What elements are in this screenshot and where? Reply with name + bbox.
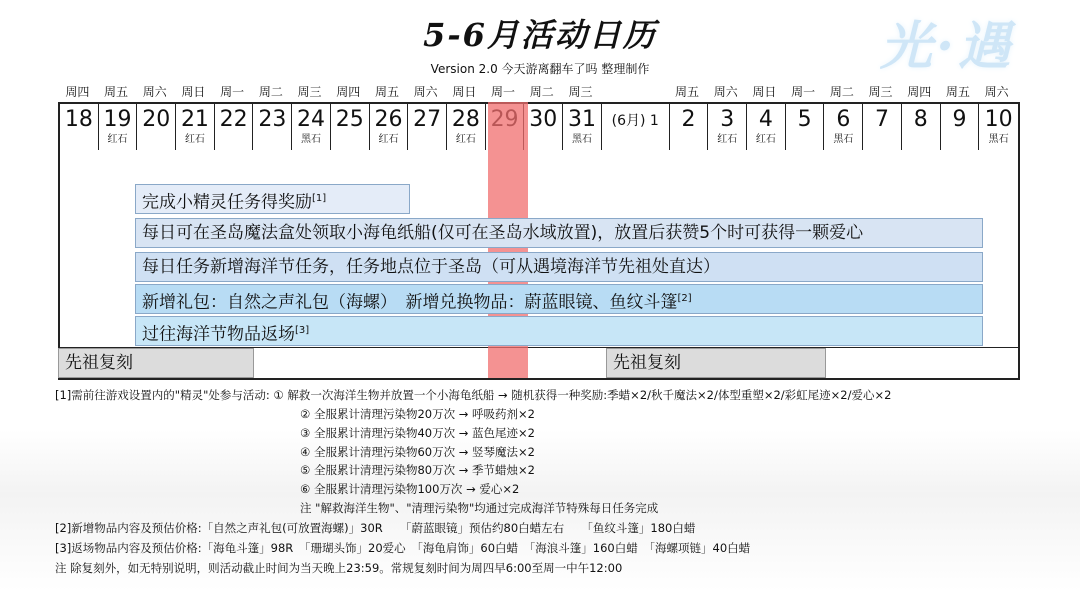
footnote-ref: [2] [677, 293, 692, 304]
date-number: 8 [913, 107, 928, 132]
date-number: 24 [297, 107, 326, 132]
weekday-label: 周一 [220, 85, 245, 99]
date-cell [99, 104, 138, 150]
date-cell [670, 104, 709, 150]
footnote-1-item: ② 全服累计清理污染物20万次 → 呼吸药剂×2 [300, 407, 535, 421]
date-cell [786, 104, 825, 150]
weekday-label: 周一 [791, 85, 816, 99]
stone-note: 黑石 [833, 134, 854, 145]
date-cell [60, 104, 99, 150]
date-number: 7 [875, 107, 890, 132]
event-bar-turtle-boat [135, 218, 983, 248]
weekday-label: 周三 [868, 85, 893, 99]
weekday-label: 周四 [336, 85, 361, 99]
footnote-1-item: ⑥ 全服累计清理污染物100万次 → 爱心×2 [300, 482, 520, 496]
footnote-1-item: ④ 全服累计清理污染物60万次 → 竖琴魔法×2 [300, 445, 535, 459]
weekday-label: 周六 [413, 85, 438, 99]
stone-note: 红石 [455, 134, 476, 145]
footnote-2: [2]新增物品内容及预估价格:「自然之声礼包(可放置海螺)」30R 「蔚蓝眼镜」预估约80白蜡左右 「鱼纹斗篷」180白蜡 [55, 521, 696, 535]
stone-note: 黑石 [301, 134, 322, 145]
event-bar-spirit-task [135, 184, 410, 214]
footnote-1-item: ⑤ 全服累计清理污染物80万次 → 季节蜡烛×2 [300, 463, 535, 477]
page-title: 5-6月活动日历 [423, 16, 657, 54]
date-cell [447, 104, 486, 150]
weekday-label: 周四 [907, 85, 932, 99]
stone-note: 红石 [184, 134, 205, 145]
date-number: 9 [952, 107, 967, 132]
event-text: 新增礼包：自然之声礼包（海螺） 新增兑换物品：蔚蓝眼镜、鱼纹斗篷 [142, 292, 678, 313]
footnote-4: 注 除复刻外，如无特别说明，则活动截止时间为当天晚上23:59。常规复刻时间为周四早6:00至周一中午12:00 [55, 561, 623, 575]
date-number: 10 [984, 107, 1013, 132]
event-text: 每日可在圣岛魔法盒处领取小海龟纸船(仅可在圣岛水域放置)，放置后获赞5个时可获得一颗爱心 [142, 223, 864, 243]
stone-note: 黑石 [988, 134, 1009, 145]
date-cell [563, 104, 602, 150]
date-number: 22 [219, 107, 248, 132]
date-number: 2 [681, 107, 696, 132]
stone-note: 黑石 [571, 134, 592, 145]
date-cell [176, 104, 215, 150]
stone-note: 红石 [378, 134, 399, 145]
date-cell [602, 104, 670, 150]
date-row [58, 102, 1020, 152]
footnote-ref: [1] [312, 193, 327, 204]
date-cell [137, 104, 176, 150]
date-number: 27 [413, 107, 442, 132]
date-cell [708, 104, 747, 150]
footnote-ref: [3] [295, 325, 310, 336]
date-number: 31 [567, 107, 596, 132]
weekday-label: 周二 [258, 85, 283, 99]
date-cell [408, 104, 447, 150]
date-cell [331, 104, 370, 150]
weekday-label: 周五 [675, 85, 700, 99]
event-text: 过往海洋节物品返场 [142, 324, 295, 345]
date-number: 28 [451, 107, 480, 132]
footnote-1: [1]需前往游戏设置内的"精灵"处参与活动: ① 解救一次海洋生物并放置一个小海龟纸船 → 随机获得一种奖励:季蜡×2/秋千魔法×2/体型重塑×2/彩虹尾迹×2/爱心×2 [55, 388, 892, 402]
date-cell [824, 104, 863, 150]
date-number: 6 [836, 107, 851, 132]
weekday-label: 周六 [713, 85, 738, 99]
game-logo: 光·遇 [880, 16, 1015, 77]
weekday-label: 周五 [945, 85, 970, 99]
date-cell [979, 104, 1018, 150]
weekday-label: 周六 [142, 85, 167, 99]
date-number: 5 [797, 107, 812, 132]
weekday-label: 周一 [491, 85, 516, 99]
date-cell [254, 104, 293, 150]
stone-note: 红石 [755, 134, 776, 145]
weekday-label: 周六 [984, 85, 1009, 99]
weekday-label: 周日 [181, 85, 206, 99]
date-number: 4 [758, 107, 773, 132]
weekday-label: 周五 [104, 85, 129, 99]
stone-note: 红石 [107, 134, 128, 145]
ancestor-rerun-bar: 先祖复刻 [58, 348, 254, 378]
weekday-label: 周五 [374, 85, 399, 99]
stone-note: 红石 [717, 134, 738, 145]
weekday-label: 周四 [65, 85, 90, 99]
date-number: 26 [374, 107, 403, 132]
date-number: 3 [720, 107, 735, 132]
date-cell [370, 104, 409, 150]
weekday-label: 周三 [568, 85, 593, 99]
date-cell [941, 104, 980, 150]
footnote-1-note: 注 "解救海洋生物"、"清理污染物"均通过完成海洋节特殊每日任务完成 [300, 501, 659, 515]
weekday-label: 周日 [752, 85, 777, 99]
event-bar-daily-quest [135, 252, 983, 282]
weekday-label: 周二 [829, 85, 854, 99]
date-number: 19 [103, 107, 132, 132]
event-bar-returning-items [135, 316, 983, 346]
date-cell [863, 104, 902, 150]
weekday-label: 周日 [452, 85, 477, 99]
weekday-label: 周三 [297, 85, 322, 99]
date-cell [902, 104, 941, 150]
footnote-1-item: ③ 全服累计清理污染物40万次 → 蓝色尾迹×2 [300, 426, 535, 440]
date-number: 21 [180, 107, 209, 132]
date-number: (6月) 1 [611, 113, 659, 129]
date-number: 18 [64, 107, 93, 132]
event-bar-new-pack [135, 284, 983, 314]
page-subtitle: Version 2.0 今天游离翻车了吗 整理制作 [430, 62, 650, 76]
weekday-label: 周二 [529, 85, 554, 99]
date-cell [215, 104, 254, 150]
weekday-row [58, 83, 1022, 99]
event-text: 每日任务新增海洋节任务，任务地点位于圣岛（可从遇境海洋节先祖处直达） [142, 257, 720, 277]
date-number: 30 [529, 107, 558, 132]
date-number: 25 [335, 107, 364, 132]
date-number: 23 [258, 107, 287, 132]
ancestor-rerun-bar: 先祖复刻 [606, 348, 826, 378]
date-cell [292, 104, 331, 150]
date-cell [747, 104, 786, 150]
event-text: 完成小精灵任务得奖励 [142, 192, 312, 213]
footnote-3: [3]返场物品内容及预估价格:「海龟斗篷」98R 「珊瑚头饰」20爱心 「海龟肩饰」60白蜡 「海浪斗篷」160白蜡 「海螺项链」40白蜡 [55, 541, 751, 555]
date-cell [524, 104, 563, 150]
date-number: 20 [142, 107, 171, 132]
